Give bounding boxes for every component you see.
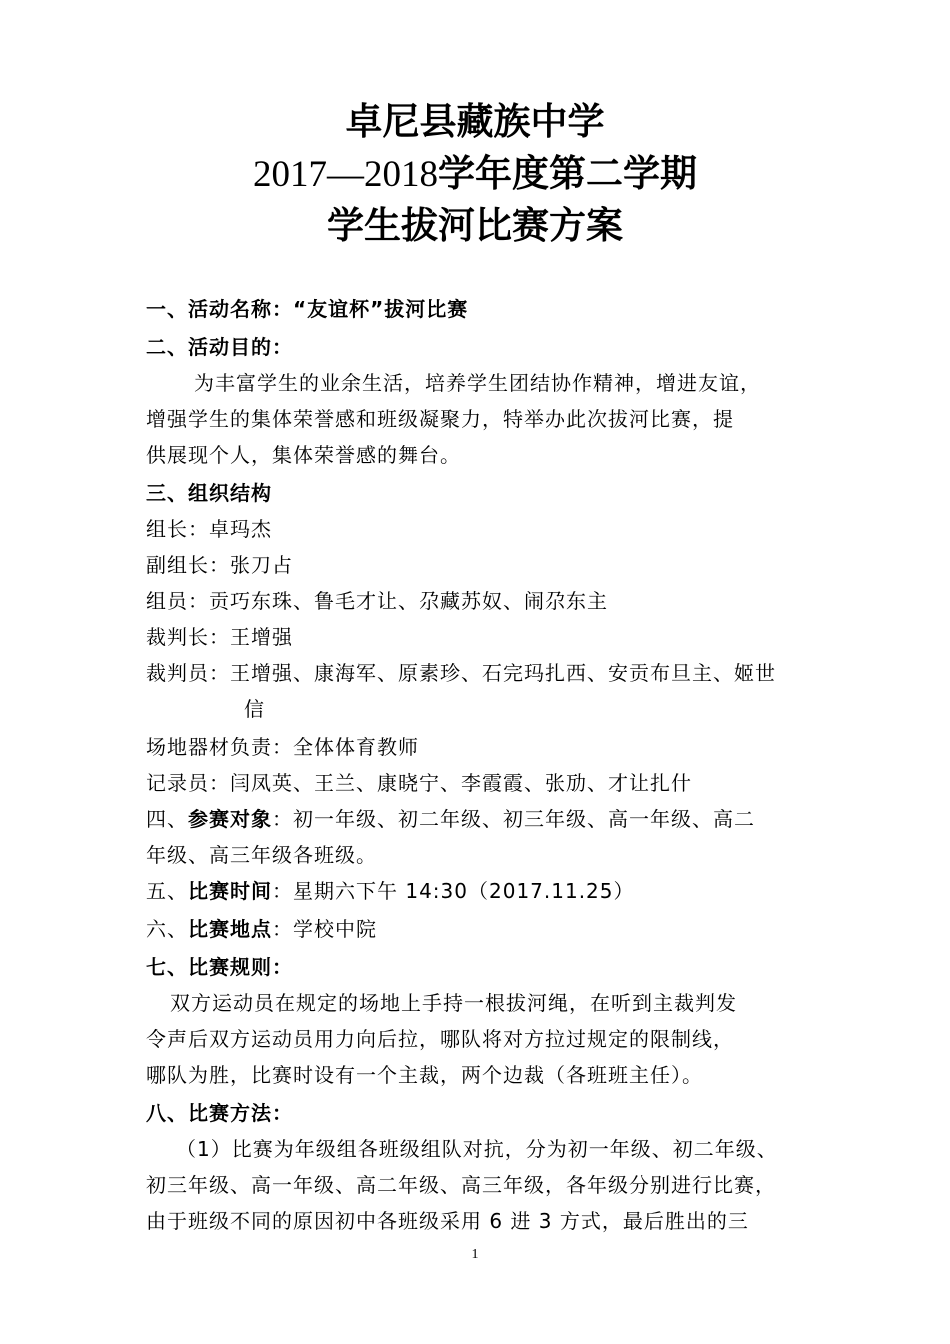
location-text: ：学校中院 xyxy=(272,917,377,941)
purpose-paragraph-line-2: 增强学生的集体荣誉感和班级凝聚力，特举办此次拔河比赛，提 xyxy=(146,407,734,431)
rules-paragraph-line-2: 令声后双方运动员用力向后拉，哪队将对方拉过规定的限制线， xyxy=(146,1027,734,1051)
participants-text: ：初一年级、初二年级、初三年级、高一年级、高二 xyxy=(272,807,755,831)
section-time xyxy=(146,877,836,905)
title-year-range: 2017—2018 xyxy=(253,154,438,195)
org-equipment: 场地器材负责：全体体育教师 xyxy=(146,735,419,759)
org-recorders: 记录员：闫凤英、王兰、康晓宁、李霞霞、张劢、才让扎什 xyxy=(146,771,692,795)
document-title-term xyxy=(0,152,950,197)
org-members: 组员：贡巧东珠、鲁毛才让、尕藏苏奴、闹尕东主 xyxy=(146,589,608,613)
section-location xyxy=(146,915,836,943)
rules-paragraph-line-3: 哪队为胜，比赛时设有一个主裁，两个边裁（各班班主任）。 xyxy=(146,1063,703,1087)
participants-label-number: 四、 xyxy=(146,807,188,831)
location-label: 比赛地点 xyxy=(188,917,272,941)
title-term-text: 学年度第二学期 xyxy=(438,152,697,195)
org-leader: 组长：卓玛杰 xyxy=(146,517,272,541)
rules-paragraph-line-1: 双方运动员在规定的场地上手持一根拔河绳，在听到主裁判发 xyxy=(170,991,737,1015)
time-text: ：星期六下午 14:30（2017.11.25） xyxy=(272,879,635,903)
method-paragraph-line-1: （1）比赛为年级组各班级组队对抗，分为初一年级、初二年级、 xyxy=(176,1137,778,1161)
section-method-heading: 八、比赛方法： xyxy=(146,1101,293,1125)
section-rules-heading: 七、比赛规则： xyxy=(146,955,293,979)
org-referees-line-1: 裁判员：王增强、康海军、原素珍、石完玛扎西、安贡布旦主、姬世 xyxy=(146,661,776,685)
org-vice-leader: 副组长：张刀占 xyxy=(146,553,293,577)
section-purpose-heading: 二、活动目的： xyxy=(146,335,293,359)
section-activity-name: 一、活动名称：“友谊杯”拔河比赛 xyxy=(146,297,469,321)
participants-label: 参赛对象 xyxy=(188,807,272,831)
section-organization-heading: 三、组织结构 xyxy=(146,481,272,505)
org-chief-referee: 裁判长：王增强 xyxy=(146,625,293,649)
method-paragraph-line-2: 初三年级、高一年级、高二年级、高三年级，各年级分别进行比赛， xyxy=(146,1173,776,1197)
page-number: 1 xyxy=(471,1247,479,1262)
document-title-plan: 学生拔河比赛方案 xyxy=(327,204,623,247)
method-paragraph-line-3: 由于班级不同的原因初中各班级采用 6 进 3 方式，最后胜出的三 xyxy=(146,1209,749,1233)
time-label: 比赛时间 xyxy=(188,879,272,903)
section-participants xyxy=(146,805,836,833)
time-label-number: 五、 xyxy=(146,879,188,903)
purpose-paragraph-line-3: 供展现个人，集体荣誉感的舞台。 xyxy=(146,443,461,467)
purpose-paragraph-line-1: 为丰富学生的业余生活，培养学生团结协作精神，增进友谊， xyxy=(194,371,761,395)
participants-text-line-2: 年级、高三年级各班级。 xyxy=(146,843,377,867)
document-title-school: 卓尼县藏族中学 xyxy=(345,100,605,143)
org-referees-line-2: 信 xyxy=(244,697,265,721)
location-label-number: 六、 xyxy=(146,917,188,941)
